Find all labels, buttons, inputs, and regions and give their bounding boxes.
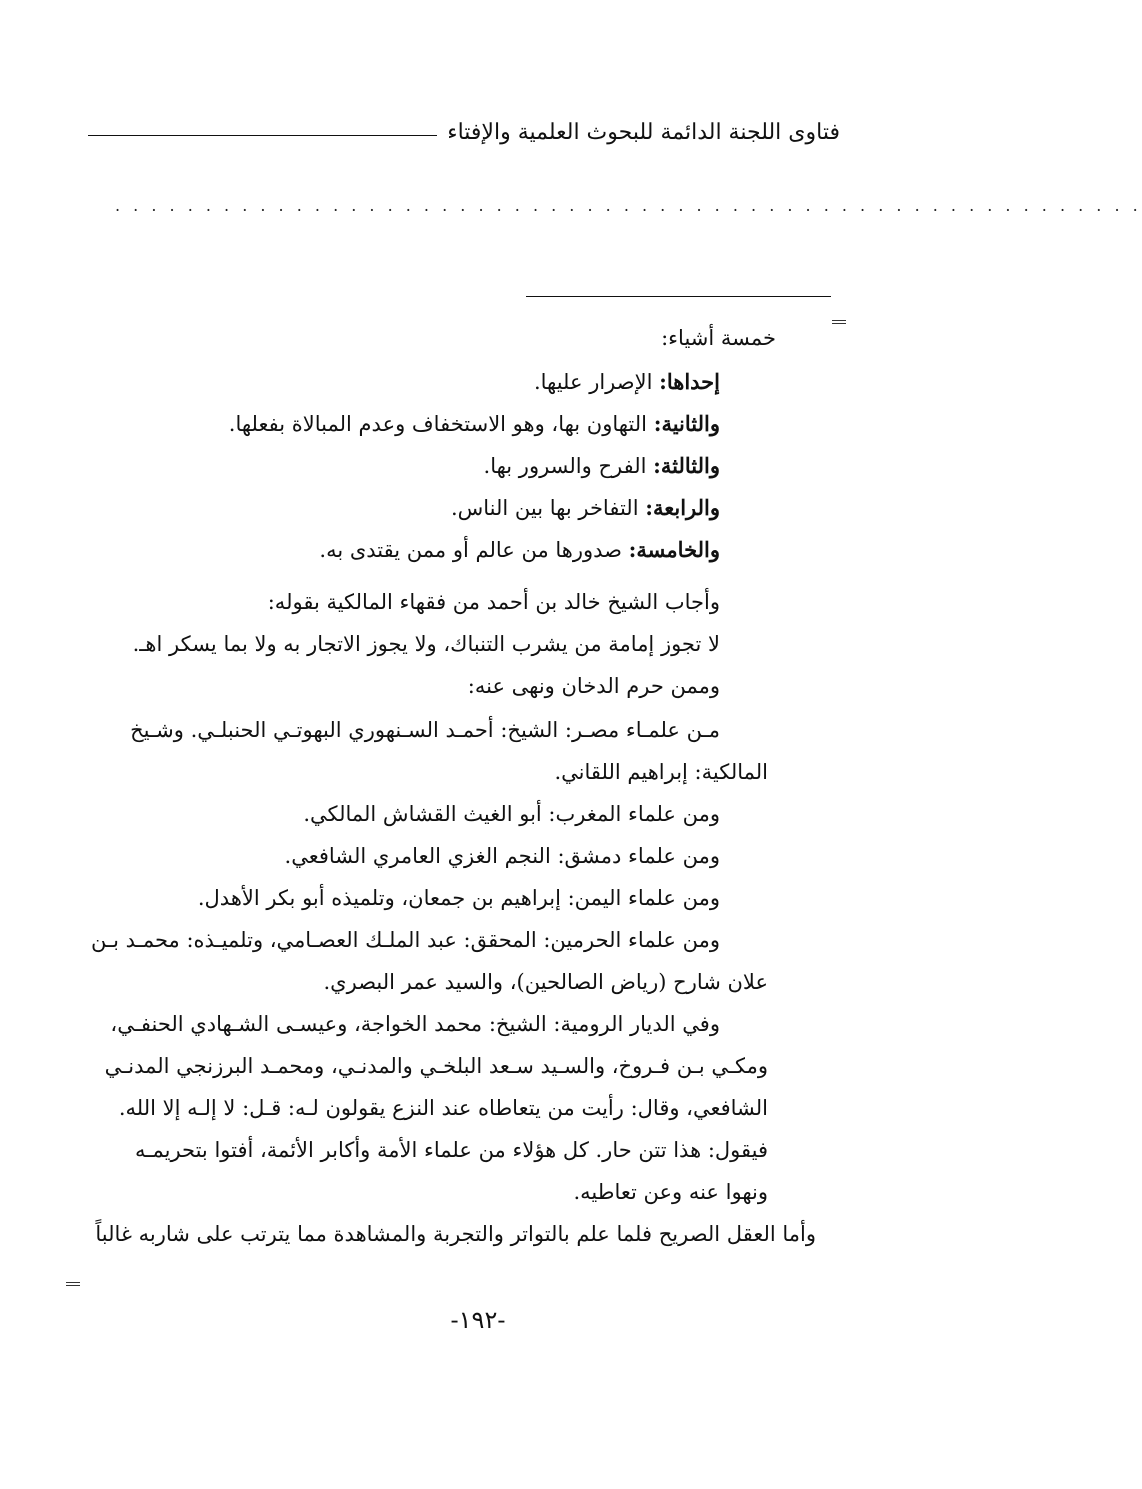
text-line: وممن حرم الدخان ونهى عنه: xyxy=(467,674,720,698)
footnote-separator-rule xyxy=(526,296,831,297)
enumeration-text: التفاخر بها بين الناس. xyxy=(450,496,646,520)
enumeration-label: والخامسة: xyxy=(628,537,720,562)
text-line xyxy=(319,536,720,564)
enumeration-label: والثانية: xyxy=(653,411,720,436)
text-line xyxy=(451,494,720,522)
text-line: علان شارح (رياض الصالحين)، والسيد عمر البصري. xyxy=(323,970,768,994)
text-line: ومن علماء المغرب: أبو الغيث القشاش المالكي. xyxy=(303,802,720,826)
enumeration-text: صدورها من عالم أو ممن يقتدى به. xyxy=(319,538,629,562)
text-line: ونهوا عنه وعن تعاطيه. xyxy=(573,1180,768,1204)
text-line: ومن علماء الحرمين: المحقق: عبد الملـك العصـامي، وتلميـذه: محمـد بـن xyxy=(90,928,720,952)
enumeration-text: الفرح والسرور بها. xyxy=(483,454,654,478)
margin-mark xyxy=(66,1282,80,1288)
enumeration-label: والرابعة: xyxy=(645,495,720,520)
enumeration-label: والثالثة: xyxy=(653,453,720,478)
header-title: فتاوى اللجنة الدائمة للبحوث العلمية والإفتاء xyxy=(447,119,840,145)
margin-mark xyxy=(832,320,846,326)
text-line: المالكية: إبراهيم اللقاني. xyxy=(554,760,768,784)
text-line: ومكـي بـن فـروخ، والسـيد سـعد البلخـي والمدنـي، ومحمـد البرزنجي المدنـي xyxy=(104,1054,768,1078)
omission-dots: . . . . . . . . . . . . . . . . . . . . . . . . . . . . . . . . . . . . . . . . . . . . . . . . . . . . . . . . . xyxy=(115,196,1142,215)
running-header xyxy=(88,112,840,152)
page-number: -١٩٢- xyxy=(450,1306,506,1334)
enumeration-label: إحداها: xyxy=(659,369,720,394)
text-line xyxy=(534,368,720,396)
header-rule xyxy=(88,135,437,136)
text-line: فيقول: هذا تتن حار. كل هؤلاء من علماء الأمة وأكابر الأئمة، أفتوا بتحريمـه xyxy=(135,1138,768,1162)
enumeration-text: التهاون بها، وهو الاستخفاف وعدم المبالاة بفعلها. xyxy=(228,412,654,436)
enumeration-text: الإصرار عليها. xyxy=(533,370,660,394)
text-line: الشافعي، وقال: رأيت من يتعاطاه عند النزع يقولون لـه: قـل: لا إلـه إلا الله. xyxy=(118,1096,768,1120)
text-line: وأجاب الشيخ خالد بن أحمد من فقهاء المالكية بقوله: xyxy=(267,590,720,614)
text-line: وأما العقل الصريح فلما علم بالتواتر والتجربة والمشاهدة مما يترتب على شاربه غالباً xyxy=(95,1222,816,1246)
text-line: وفي الديار الرومية: الشيخ: محمد الخواجة، وعيسـى الشـهادي الحنفـي، xyxy=(110,1012,720,1036)
text-line: مـن علمـاء مصـر: الشيخ: أحمـد السـنهوري البهوتـي الحنبلـي. وشـيخ xyxy=(130,718,720,742)
text-line: ومن علماء دمشق: النجم الغزي العامري الشافعي. xyxy=(284,844,720,868)
text-line: لا تجوز إمامة من يشرب التنباك، ولا يجوز الاتجار به ولا بما يسكر اهـ. xyxy=(132,632,720,656)
text-line xyxy=(484,452,720,480)
text-line xyxy=(229,410,720,438)
text-line: ومن علماء اليمن: إبراهيم بن جمعان، وتلميذه أبو بكر الأهدل. xyxy=(197,886,720,910)
text-line: خمسة أشياء: xyxy=(661,326,776,350)
